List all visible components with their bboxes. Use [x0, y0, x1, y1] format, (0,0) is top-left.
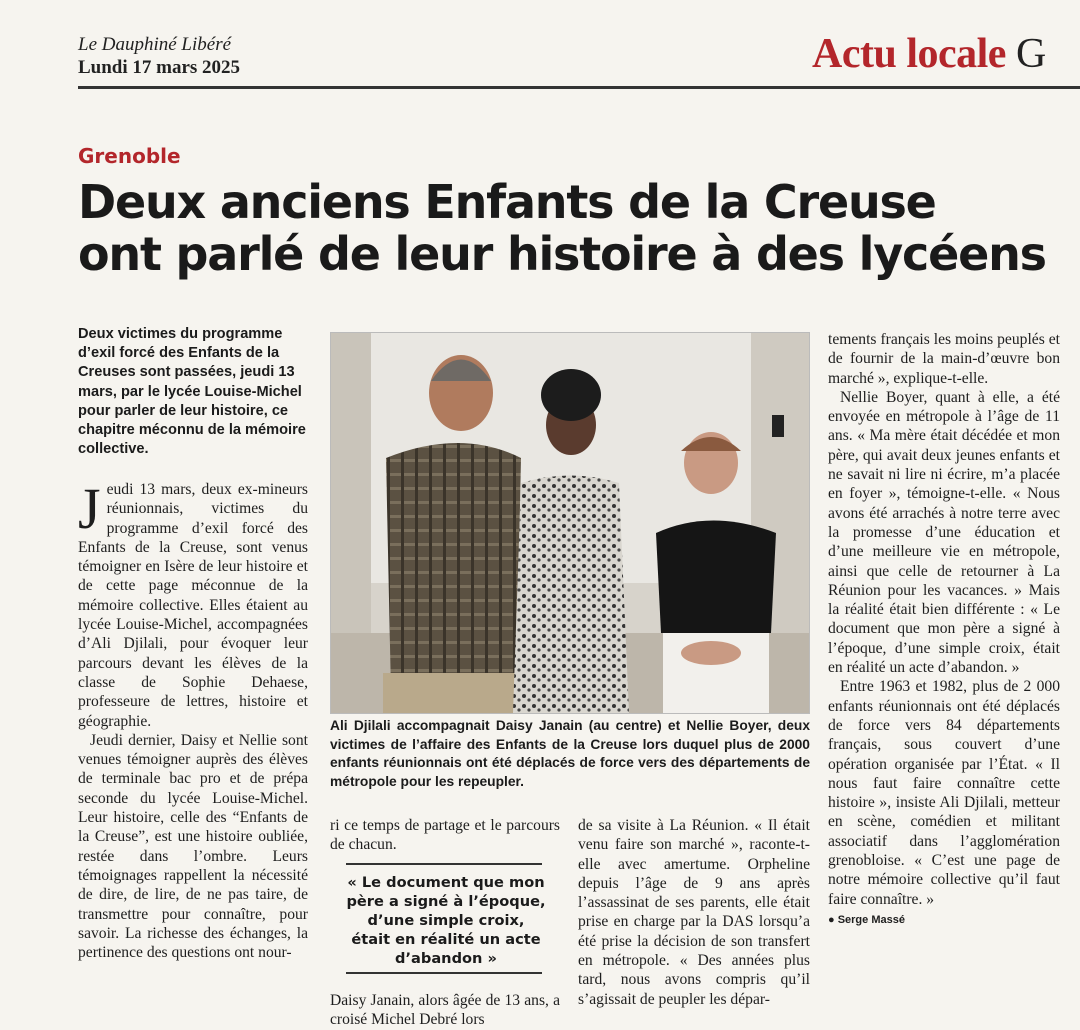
photo-caption: Ali Djilali accompagnait Daisy Janain (au centre) et Nellie Boyer, deux victimes de l’affaire des Enfants de la Creuse lors duquel plus de 2000 enfants réunionnais ont été déplacés de force vers des départements de métropole pour les repeupler. — [330, 718, 810, 789]
col4-paragraph-1: tements français les moins peuplés et de fournir de la main-d’œuvre bon marché », explique-t-elle. — [828, 331, 1060, 387]
body-column-4 — [828, 330, 1060, 930]
masthead-rule — [78, 86, 1080, 89]
section-title — [812, 30, 1046, 78]
paragraph-2: Jeudi dernier, Daisy et Nellie sont venues témoigner auprès des élèves de terminale bac pro et de prépa seconde du lycée Louise-Michel. Leur histoire, celle des “Enfants de la Creuse”, est une histoire oubliée, restée dans l’ombre. Leurs témoignages rappellent la nécessité de dire, de lire, de ne pas taire, de transmettre pour connaître, pour savoir. La richesse des échanges, la pertinence des questions ont nour- — [78, 731, 308, 962]
author-byline: ● Serge Massé — [828, 913, 905, 926]
col4-paragraph-2: Nellie Boyer, quant à elle, a été envoyée en métropole à l’âge de 11 ans. « Ma mère était décédée et mon père, qui avait deux jeunes enfants et ne savait ni lire ni écrire, m’a placée en foyer », témoigne-t-elle. « Nous avons été arrachés à notre terre avec la promesse d’une éducation et d’une meilleure vie en métropole, ainsi que celle de retourner à La Réunion pour les vacances. » Mais la réalité était bien différente : « Le document que mon père a signé à l’époque, d’une simple croix, était en réalité un acte d’abandon. » — [828, 388, 1060, 677]
headline-line-2: ont parlé de leur histoire à des lycéens — [78, 227, 1046, 281]
body-column-1 — [78, 476, 308, 962]
pull-quote: « Le document que mon père a signé à l’époque, d’une simple croix, était en réalité un acte d’abandon » — [346, 874, 546, 967]
quote-rule-bottom — [346, 972, 542, 974]
paragraph-1-text: eudi 13 mars, deux ex-mineurs réunionnais, victimes du programme d’exil forcé des Enfants de la Creuse, sont venus témoigner en Isère de leur histoire et de cette page méconnue de la mémoire collective. Elles étaient au lycée Louise-Michel, accompagnées d’Ali Djilali, pour évoquer leur parcours devant les élèves de la classe de Sophie Dehaese, professeure de lettres, histoire et géographie. — [78, 481, 308, 730]
headline-line-1: Deux anciens Enfants de la Creuse — [78, 175, 936, 229]
article-photo — [330, 332, 810, 714]
article-headline — [78, 176, 1078, 280]
issue-date: Lundi 17 mars 2025 — [78, 57, 241, 78]
col4-paragraph-3: Entre 1963 et 1982, plus de 2 000 enfants réunionnais ont été déplacés de force vers 84 départements français, sous couvert d’une opération organisée par l’État. « Il nous faut faire connaître cette histoire », insiste Ali Djilali, metteur en scène, comédien et militant associatif dans l’agglomération grenobloise. « C’est une page de notre mémoire collective qu’il faut faire connaître. » — [828, 678, 1060, 908]
body-column-2-top: ri ce temps de partage et le parcours de chacun. — [330, 817, 560, 854]
section-label: Actu locale — [812, 31, 1006, 77]
drop-cap: J — [78, 476, 101, 541]
article-lead: Deux victimes du programme d’exil forcé des Enfants de la Creuses sont passées, jeudi 13 mars, par le lycée Louise-Michel pour parler de leur histoire, ce chapitre méconnu de la mémoire collective. — [78, 326, 306, 458]
quote-rule-top — [346, 863, 542, 865]
paragraph-1 — [78, 476, 308, 731]
section-extra: G — [1015, 31, 1046, 77]
photo-illustration — [331, 333, 809, 713]
body-column-2-bottom: Daisy Janain, alors âgée de 13 ans, a croisé Michel Debré lors — [330, 992, 560, 1029]
newspaper-name: Le Dauphiné Libéré — [78, 34, 232, 55]
body-column-3: de sa visite à La Réunion. « Il était venu faire son marché », raconte-t-elle avec amertume. Orpheline depuis l’âge de 9 ans après l’assassinat de ses parents, elle était prise en charge par la DAS lorsqu’a été prise la décision de son transfert en métropole. « Des années plus tard, nous avons compris qu’il s’agissait de peupler les dépar- — [578, 817, 810, 1008]
article-kicker: Grenoble — [78, 144, 181, 168]
